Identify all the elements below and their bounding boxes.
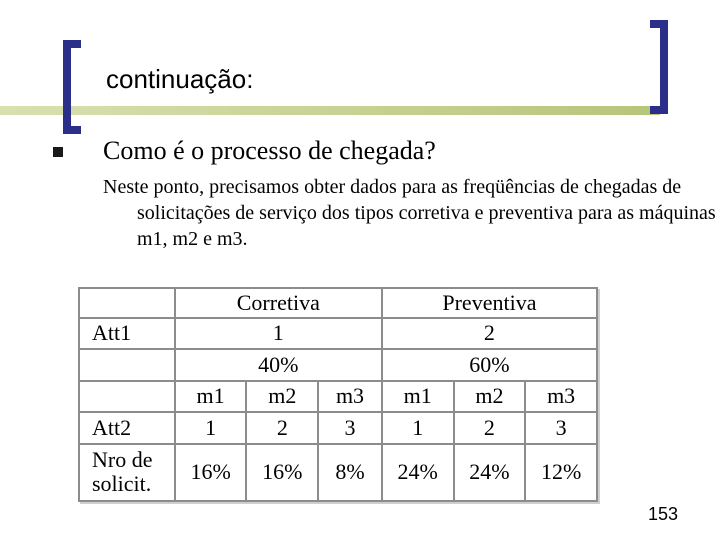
att1-corretiva-value: 1 xyxy=(175,318,382,350)
nro-value-cell: 24% xyxy=(454,444,526,501)
table-cell-empty xyxy=(79,288,175,318)
nro-value-cell: 24% xyxy=(382,444,454,501)
att2-value-cell: 3 xyxy=(525,412,597,444)
machine-header-cell: m3 xyxy=(318,381,382,413)
title-underline-bar xyxy=(0,106,660,115)
att2-value-cell: 1 xyxy=(382,412,454,444)
table-row xyxy=(79,349,597,381)
table-row xyxy=(79,444,597,501)
machine-header-cell: m1 xyxy=(382,381,454,413)
machine-header-cell: m2 xyxy=(246,381,318,413)
machine-header-cell: m1 xyxy=(175,381,247,413)
table-cell-empty xyxy=(79,381,175,413)
table-row xyxy=(79,288,597,318)
att2-value-cell: 1 xyxy=(175,412,247,444)
pct-preventiva-value: 60% xyxy=(382,349,597,381)
row-label-nro-line1: Nro de xyxy=(92,447,153,473)
header-corretiva: Corretiva xyxy=(175,288,382,318)
att2-value-cell: 2 xyxy=(246,412,318,444)
slide-title: continuação: xyxy=(106,64,254,94)
header-preventiva: Preventiva xyxy=(382,288,597,318)
page-number: 153 xyxy=(648,504,679,524)
table-row xyxy=(79,412,597,444)
machine-header-cell: m3 xyxy=(525,381,597,413)
machine-header-cell: m2 xyxy=(454,381,526,413)
att2-value-cell: 3 xyxy=(318,412,382,444)
left-bracket-decoration xyxy=(63,40,81,134)
arrival-frequency-table xyxy=(78,287,598,502)
table-cell-empty xyxy=(79,349,175,381)
nro-value-cell: 16% xyxy=(246,444,318,501)
table-row xyxy=(79,318,597,350)
body-paragraph: Neste ponto, precisamos obter dados para as freqüências de chegadas de solicitações de serviço dos tipos corretiva e preventiva para as máquinas m1, m2 e m3. xyxy=(103,176,716,250)
square-bullet-icon xyxy=(53,147,63,157)
bullet-question: Como é o processo de chegada? xyxy=(103,136,436,165)
nro-value-cell: 16% xyxy=(175,444,247,501)
att1-preventiva-value: 2 xyxy=(382,318,597,350)
right-bracket-decoration xyxy=(650,20,668,114)
row-label-att2: Att2 xyxy=(79,412,175,444)
att2-value-cell: 2 xyxy=(454,412,526,444)
nro-value-cell: 8% xyxy=(318,444,382,501)
row-label-nro-line2: solicit. xyxy=(92,471,152,497)
row-label-nro-solicit xyxy=(79,444,175,501)
pct-corretiva-value: 40% xyxy=(175,349,382,381)
nro-value-cell: 12% xyxy=(525,444,597,501)
row-label-att1: Att1 xyxy=(79,318,175,350)
table-row xyxy=(79,381,597,413)
